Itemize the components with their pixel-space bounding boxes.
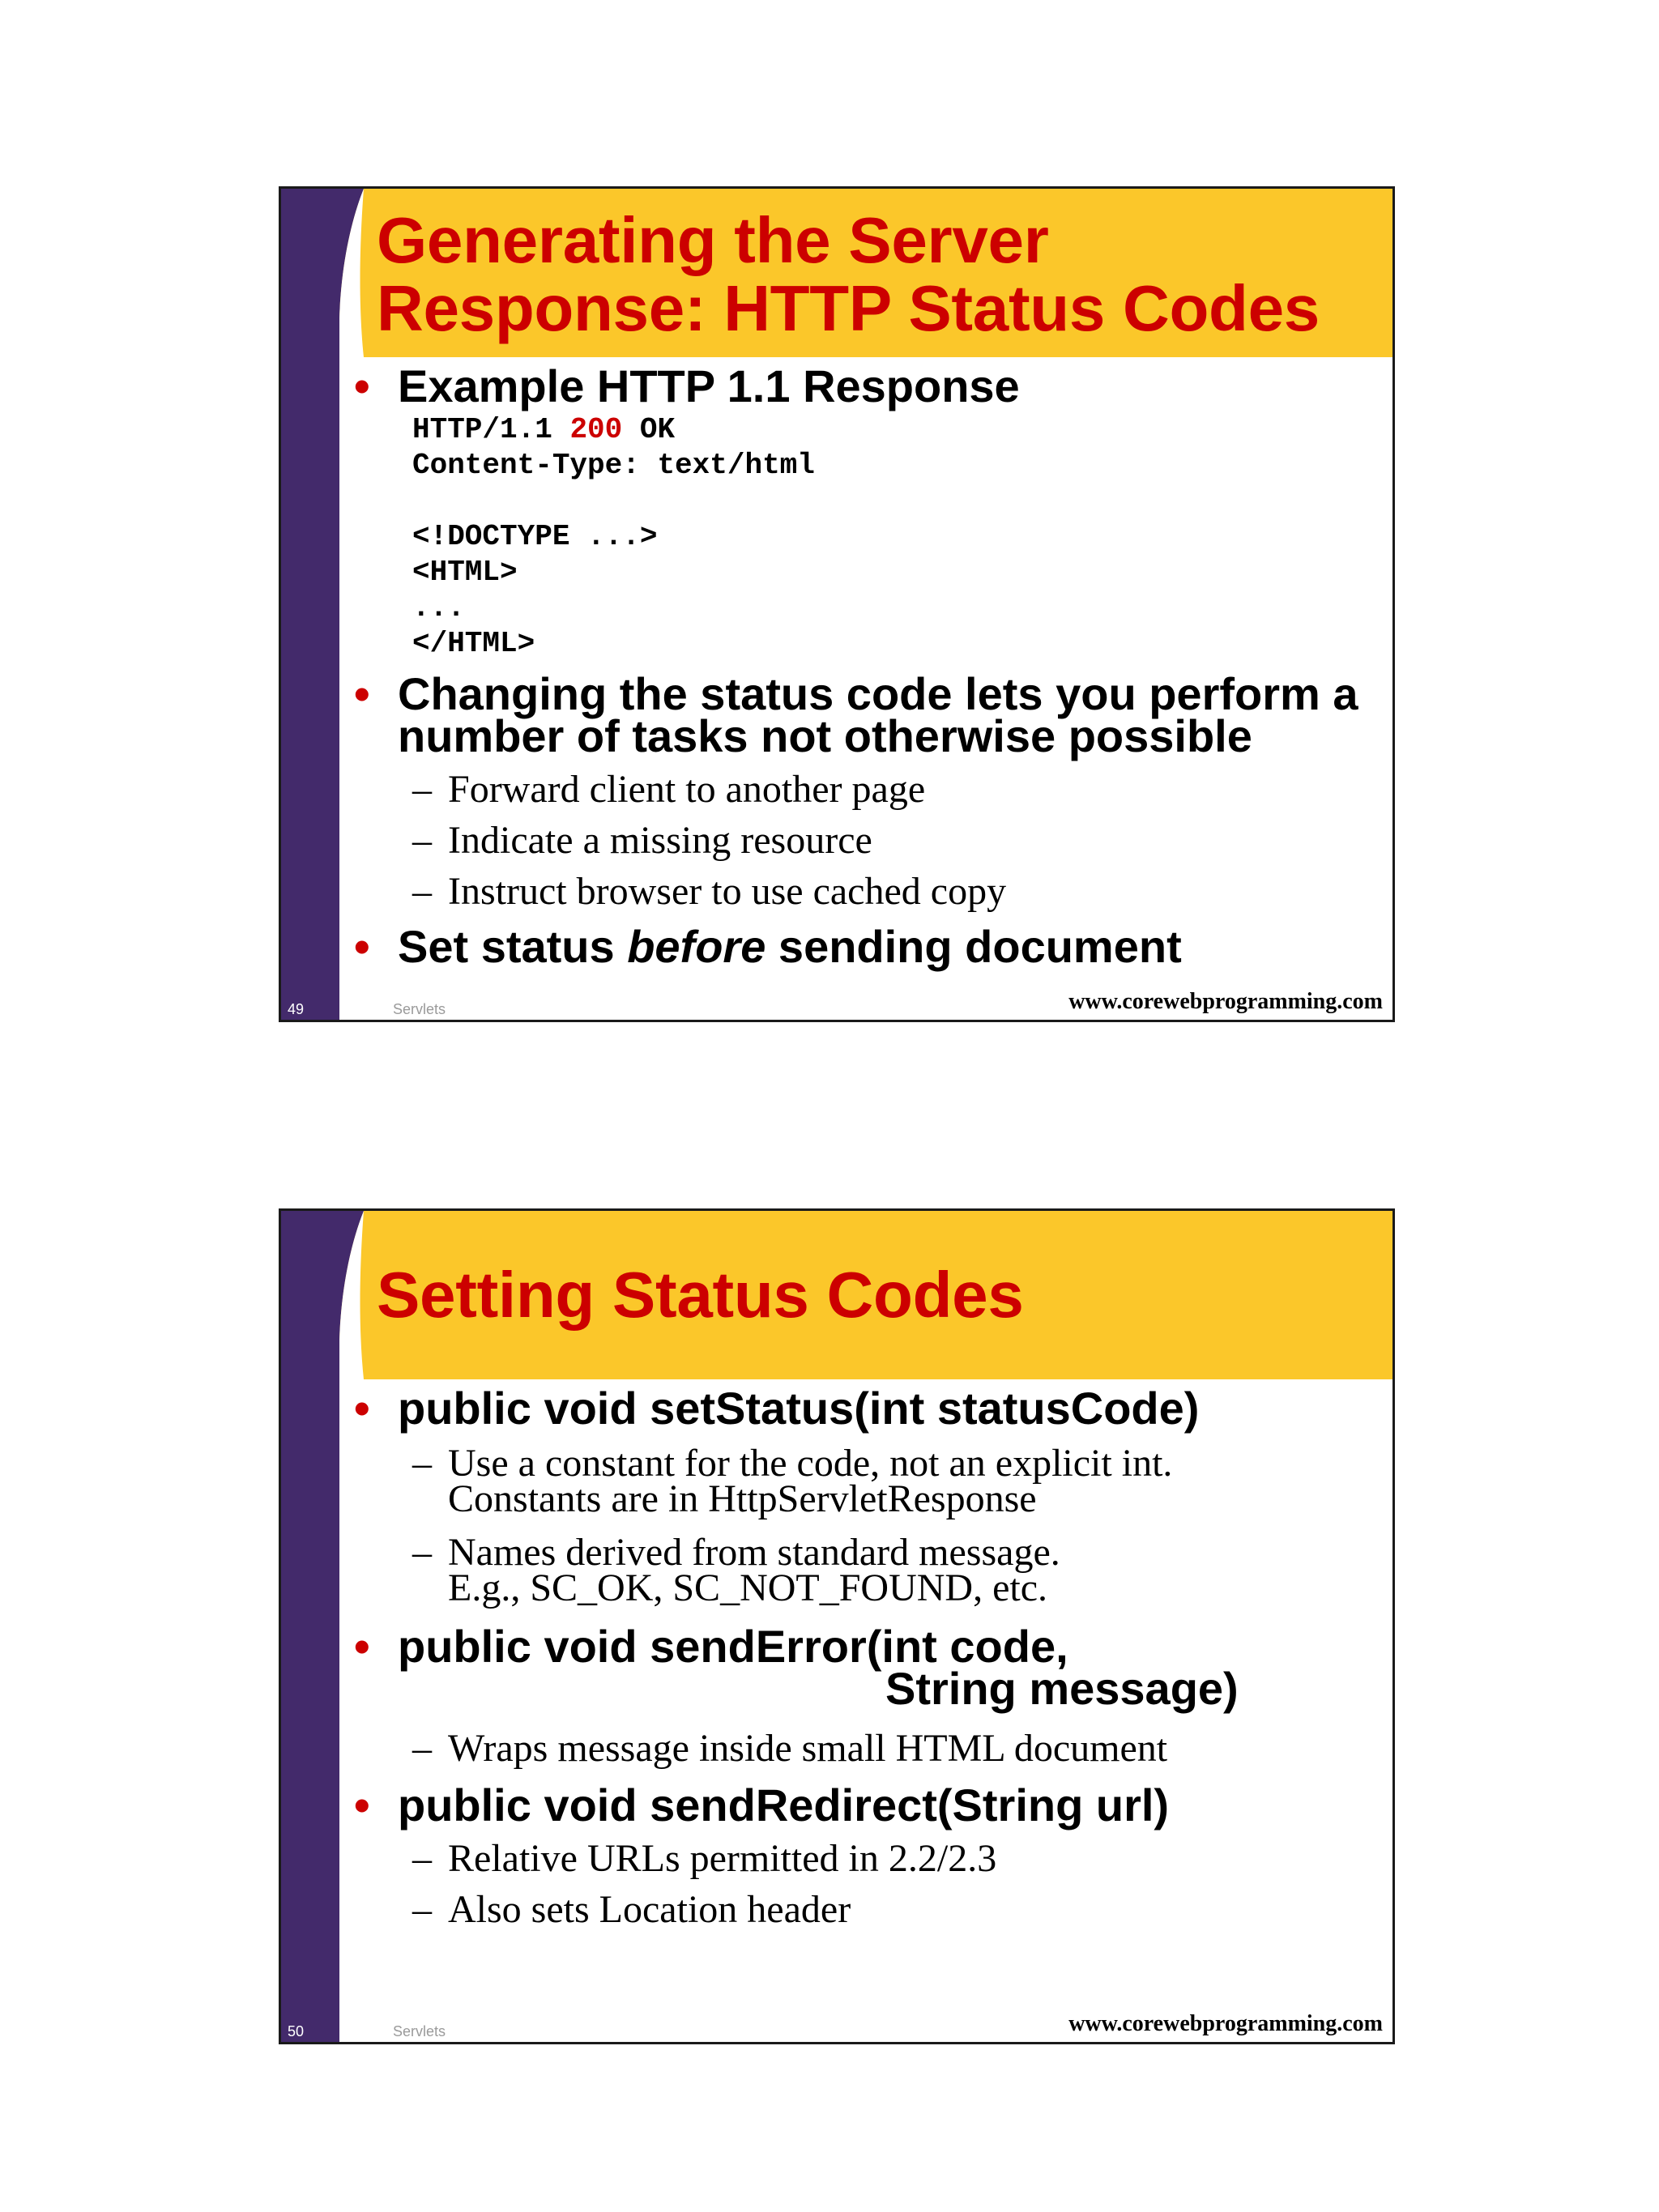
slide-49 [279,186,1395,1022]
sub-item [412,1727,1376,1770]
footer-url: www.corewebprogramming.com [1068,989,1383,1014]
bullet-set-status-before [354,921,1384,972]
bullet-text: public void sendError(int code, [398,1621,1068,1672]
dash-icon: – [412,768,432,811]
sub-item [412,1531,1376,1609]
bullet-icon: • [354,1383,370,1434]
sub-item-text: Use a constant for the code, not an explicit int. [448,1442,1173,1485]
bullet-text: public void sendRedirect(String url) [398,1779,1170,1831]
slide-title: Setting Status Codes [377,1259,1024,1331]
footer-section-label: Servlets [393,2023,446,2039]
slide-title [377,204,1320,344]
dash-icon: – [412,870,432,913]
dash-icon: – [412,1531,432,1574]
bullet-text: sending document [766,921,1182,972]
footer-url: www.corewebprogramming.com [1068,2011,1383,2036]
bullet-example-response [354,360,1384,411]
bullet-changing-status [354,668,1384,761]
code-text: HTTP/1.1 [412,413,570,446]
title-line-2: Response: HTTP Status Codes [377,272,1320,344]
status-code-highlight: 200 [569,413,623,446]
page-number: 50 [288,2023,305,2039]
bullet-icon: • [354,921,370,972]
sub-item-text: Forward client to another page [448,768,926,811]
bullet-icon: • [354,668,370,719]
dash-icon: – [412,1442,432,1485]
code-text: OK [622,413,676,446]
title-line-1: Generating the Server [377,204,1049,276]
code-text: ... [412,591,465,624]
sub-item-text: E.g., SC_OK, SC_NOT_FOUND, etc. [448,1566,1048,1609]
sub-item [412,1442,1376,1520]
code-text: <!DOCTYPE ...> [412,520,658,553]
code-text: <HTML> [412,556,518,589]
page-number: 49 [288,1001,305,1017]
bullet-send-error [354,1621,1384,1714]
bullet-icon: • [354,1779,370,1831]
bullet-emphasis: before [627,921,766,972]
bullet-text: Set status [398,921,628,972]
sub-item-text: Instruct browser to use cached copy [448,870,1007,913]
slide-50 [279,1208,1395,2044]
code-text: Content-Type: text/html [412,449,815,482]
footer-section-label: Servlets [393,1001,446,1017]
bullet-text: public void setStatus(int statusCode) [398,1383,1200,1434]
sub-item [412,870,1376,913]
sub-item [412,1888,1376,1931]
sub-item [412,1837,1376,1880]
bullet-icon: • [354,1621,370,1672]
sub-item [412,768,1376,811]
sub-item-text: Names derived from standard message. [448,1531,1060,1574]
bullet-set-status [354,1383,1384,1434]
sub-item [412,819,1376,862]
bullet-text: Example HTTP 1.1 Response [398,360,1020,411]
bullet-icon: • [354,360,370,411]
bullet-text: Changing the status code lets you perform a [398,668,1358,719]
dash-icon: – [412,1837,432,1880]
sub-item-text: Relative URLs permitted in 2.2/2.3 [448,1837,997,1880]
http-response-code [412,412,815,662]
sub-item-text: Wraps message inside small HTML document [448,1727,1168,1770]
dash-icon: – [412,1727,432,1770]
bullet-text: String message) [885,1663,1239,1714]
sub-item-text: Constants are in HttpServletResponse [448,1477,1037,1520]
bullet-send-redirect [354,1779,1384,1831]
sub-item-text: Indicate a missing resource [448,819,872,862]
code-text: </HTML> [412,627,535,660]
sub-item-text: Also sets Location header [448,1888,851,1931]
dash-icon: – [412,819,432,862]
bullet-text: number of tasks not otherwise possible [398,710,1252,761]
dash-icon: – [412,1888,432,1931]
